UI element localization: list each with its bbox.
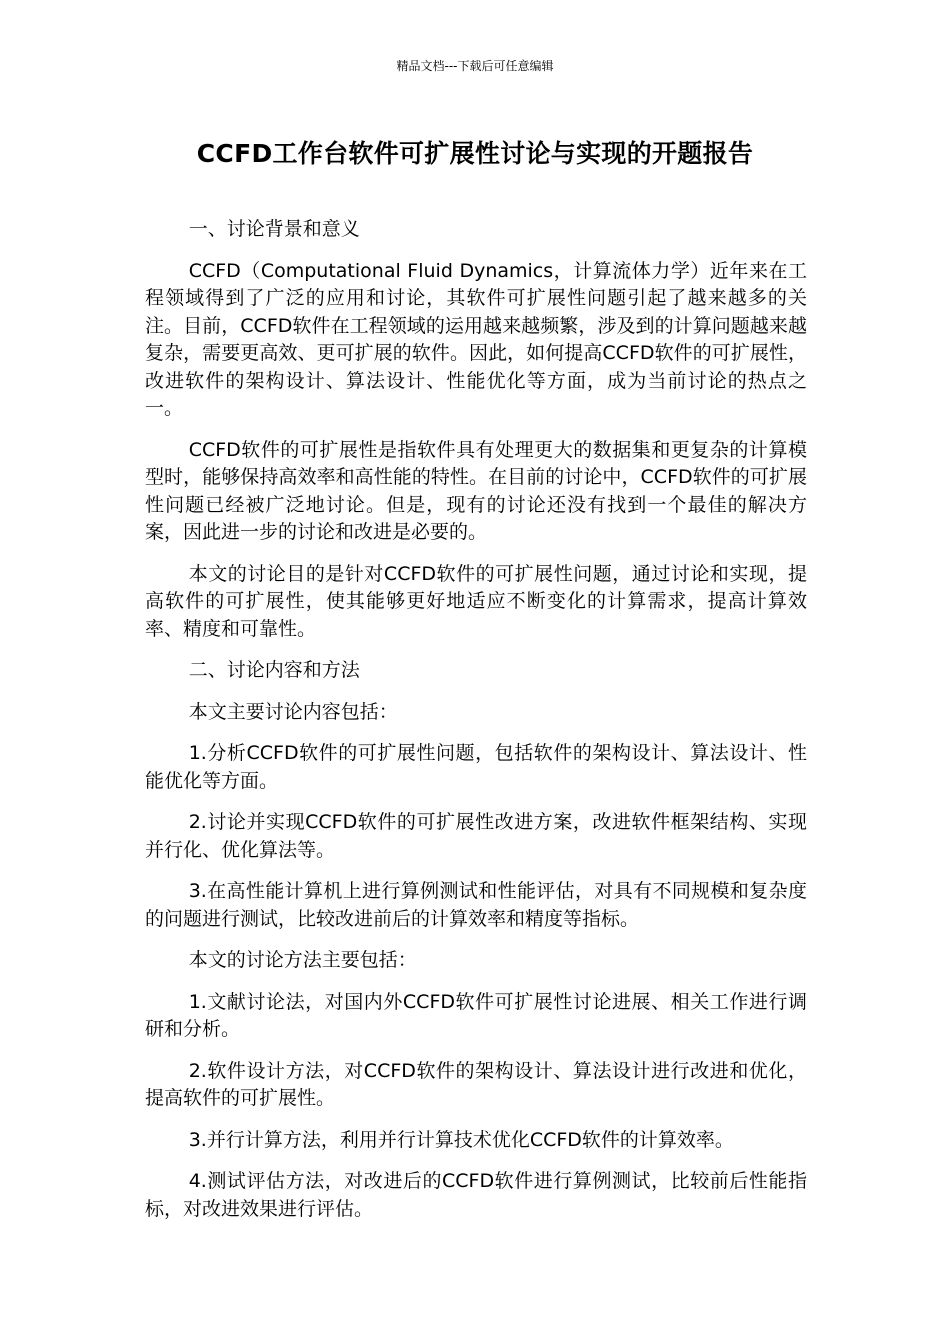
page-header: 精品文档---下载后可任意编辑 [396, 59, 554, 73]
paragraph: 本文的讨论目的是针对CCFD软件的可扩展性问题，通过讨论和实现，提高软件的可扩展性，使其能够更好地适应不断变化的计算需求，提高计算效率、精度和可靠性。 [145, 562, 807, 640]
list-item: 4.测试评估方法，对改进后的CCFD软件进行算例测试，比较前后性能指标，对改进效果进行评估。 [145, 1170, 807, 1220]
list-item: 3.并行计算方法，利用并行计算技术优化CCFD软件的计算效率。 [188, 1128, 734, 1151]
list-item: 3.在高性能计算机上进行算例测试和性能评估，对具有不同规模和复杂度的问题进行测试，比较改进前后的计算效率和精度等指标。 [145, 880, 807, 930]
paragraph: CCFD（Computational Fluid Dynamics，计算流体力学）近年来在工程领域得到了广泛的应用和讨论，其软件可扩展性问题引起了越来越多的关注。目前，CCFD软件在工程领域的运用越来越频繁，涉及到的计算问题越来越复杂，需要更高效、更可扩展的软件。因此，如何提高CCFD软件的可扩展性，改进软件的架构设计、算法设计、性能优化等方面，成为当前讨论的热点之一。 [145, 259, 807, 419]
list-item: 1.分析CCFD软件的可扩展性问题，包括软件的架构设计、算法设计、性能优化等方面。 [145, 742, 807, 792]
section-heading-content-method: 二、讨论内容和方法 [188, 659, 360, 681]
list-item: 2.讨论并实现CCFD软件的可扩展性改进方案，改进软件框架结构、实现并行化、优化算法等。 [145, 811, 807, 861]
section-heading-background: 一、讨论背景和意义 [188, 218, 360, 240]
document-title: CCFD工作台软件可扩展性讨论与实现的开题报告 [196, 139, 754, 168]
list-item: 2.软件设计方法，对CCFD软件的架构设计、算法设计进行改进和优化，提高软件的可扩展性。 [145, 1059, 807, 1109]
method-intro: 本文的讨论方法主要包括： [188, 949, 417, 971]
paragraph: CCFD软件的可扩展性是指软件具有处理更大的数据集和更复杂的计算模型时，能够保持高效率和高性能的特性。在目前的讨论中，CCFD软件的可扩展性问题已经被广泛地讨论。但是，现有的讨论还没有找到一个最佳的解决方案，因此进一步的讨论和改进是必要的。 [145, 438, 807, 543]
document-body [145, 216, 807, 1237]
content-intro: 本文主要讨论内容包括： [188, 700, 398, 723]
list-item: 1.文献讨论法，对国内外CCFD软件可扩展性讨论进展、相关工作进行调研和分析。 [145, 990, 807, 1040]
